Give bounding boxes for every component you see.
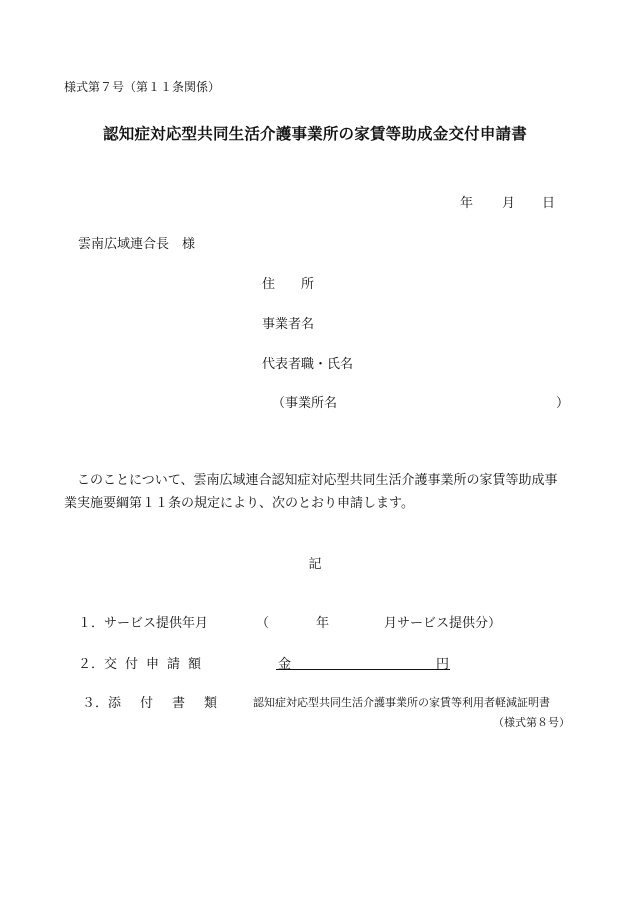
form-number: 様式第７号（第１１条関係） (64, 80, 221, 94)
item-number: ３． (82, 696, 109, 711)
body-line: 業実施要綱第１１条の規定により、次のとおり申請します。 (64, 496, 414, 511)
amount-prefix: 金 (278, 657, 292, 672)
period-year-label: 年 (316, 616, 330, 631)
date-year-label: 年 (460, 196, 474, 211)
period-open-paren: （ (256, 616, 270, 631)
amount-suffix: 円 (436, 657, 450, 672)
item-label: サービス提供年月 (104, 616, 209, 631)
address-label: 住 所 (262, 277, 315, 292)
attachment-note: （様式第８号） (493, 716, 570, 729)
item-number: １． (78, 616, 105, 631)
item-label: 添付書類 (108, 696, 237, 711)
office-name-open: （事業所名 (272, 396, 338, 411)
body-text (64, 469, 584, 515)
business-name-label: 事業者名 (262, 317, 315, 332)
date-month-label: 月 (502, 196, 516, 211)
body-line: このことについて、雲南広域連合認知症対応型共同生活介護事業所の家賃等助成事 (64, 473, 558, 488)
period-month-suffix: 月サービス提供分） (384, 616, 502, 631)
attachment-value: 認知症対応型共同生活介護事業所の家賃等利用者軽減証明書 (253, 696, 550, 709)
date-day-label: 日 (542, 196, 556, 211)
ki-heading: 記 (308, 557, 322, 572)
office-name-close: ） (556, 396, 570, 411)
page-title: 認知症対応型共同生活介護事業所の家賃等助成金交付申請書 (103, 124, 527, 143)
representative-label: 代表者職・氏名 (262, 357, 354, 372)
item-number: ２． (78, 657, 105, 672)
addressee: 雲南広域連合長 様 (78, 237, 196, 252)
item-label: 交付申請額 (104, 657, 210, 672)
amount-underline (276, 669, 450, 670)
